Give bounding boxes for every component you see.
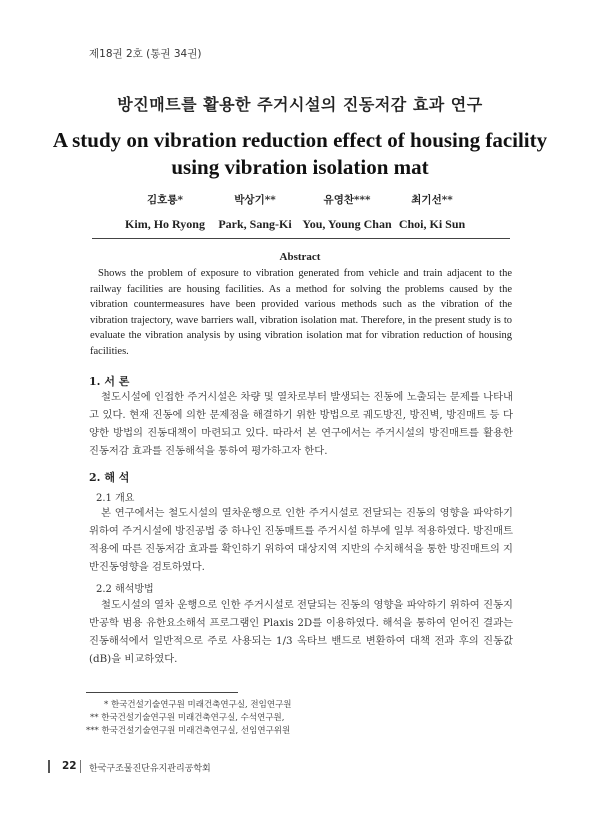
subsection-2-2-body: 철도시설의 열차 운행으로 인한 주거시설로 전달되는 진동의 영향을 파악하기 위하여 진동지반공학 범용 유한요소해석 프로그램인 Plaxis 2D를 이용하였다. 해석을 통하여 얻어진 결과는 진동해석에서 일반적으로 주로 사용되는 1/3 옥타브 밴드로 변환하여 대책 전과 후의 진동값(dB)을 비교하였다.	[89, 599, 513, 665]
subsection-2-1-heading: 2.1 개요	[96, 493, 135, 504]
author-english-name: Choi, Ki Sun	[398, 217, 466, 231]
abstract-heading: Abstract	[279, 251, 321, 263]
footnote-3: *** 한국건설기술연구원 미래건축연구실, 선임연구위원	[86, 726, 291, 736]
english-title	[0, 127, 600, 181]
footnote-divider	[86, 692, 238, 693]
footnote-2: ** 한국건설기술연구원 미래건축연구실, 수석연구원,	[90, 713, 285, 723]
subsection-2-1-body: 본 연구에서는 철도시설의 열차운행으로 인한 주거시설로 전달되는 진동의 영향을 파악하기 위하여 주거시설에 방진공법 중 하나인 진동매트를 주거시설 하부에 일부 적용하였다. 방진매트 적용에 따른 진동저감 효과를 확인하기 위하여 대상지역 지반의 수치해석을 통한 방진매트의 지반진동영향을 검토하였다.	[89, 507, 513, 573]
author-english-name: Park, Sang-Ki	[218, 217, 292, 231]
author-english-name: You, Young Chan	[302, 217, 392, 231]
page-number: 22	[62, 760, 77, 772]
footer-bar	[48, 760, 50, 773]
footer-organization: 한국구조물진단유지관리공학회	[89, 764, 211, 774]
section-2-heading: 2. 해 석	[89, 471, 130, 484]
journal-issue-header: 제18권 2호 (통권 34권)	[89, 48, 202, 60]
section-1-body: 철도시설에 인접한 주거시설은 차량 및 열차로부터 발생되는 진동에 노출되는 문제를 나타내고 있다. 현재 진동에 의한 문제점을 해결하기 위한 방법으로 궤도방진, 방진벽, 방진매트 등 다양한 방법의 진동대책이 마련되고 있다. 따라서 본 연구에서는 주거시설의 방진매트를 활용한 진동저감 효과를 진동해석을 통하여 평가하고자 한다.	[89, 391, 513, 457]
title-divider	[92, 238, 510, 239]
author-korean-name: 박상기**	[234, 194, 276, 206]
footnote-1: * 한국건설기술연구원 미래건축연구실, 전임연구원	[104, 700, 292, 710]
subsection-2-2-heading: 2.2 해석방법	[96, 584, 154, 595]
english-title-line-1: A study on vibration reduction effect of housing facility	[52, 128, 548, 152]
abstract-body: Shows the problem of exposure to vibration generated from vehicle and train adjacent to the railway facilities are housing facilities. As a method for solving the problems caused by the vibration countermeasures have been provided various methods such as the vibration of the vibration trajectory, wave barriers wall, vibration isolation mat. Therefore, in the present study is to evaluate the vibration analysis by using vibration isolation mat for vibration reduction of housing facilities.	[90, 268, 512, 357]
author-korean-name: 유영찬***	[323, 194, 371, 206]
korean-title: 방진매트를 활용한 주거시설의 진동저감 효과 연구	[117, 95, 483, 114]
english-title-line-2: using vibration isolation mat	[171, 155, 429, 179]
author-english-name: Kim, Ho Ryong	[125, 217, 205, 231]
footer-separator	[80, 760, 81, 773]
author-4	[377, 192, 487, 232]
section-1-heading: 1. 서 론	[89, 375, 130, 388]
author-korean-name: 최기선**	[411, 194, 453, 206]
author-korean-name: 김호룡*	[147, 194, 183, 206]
